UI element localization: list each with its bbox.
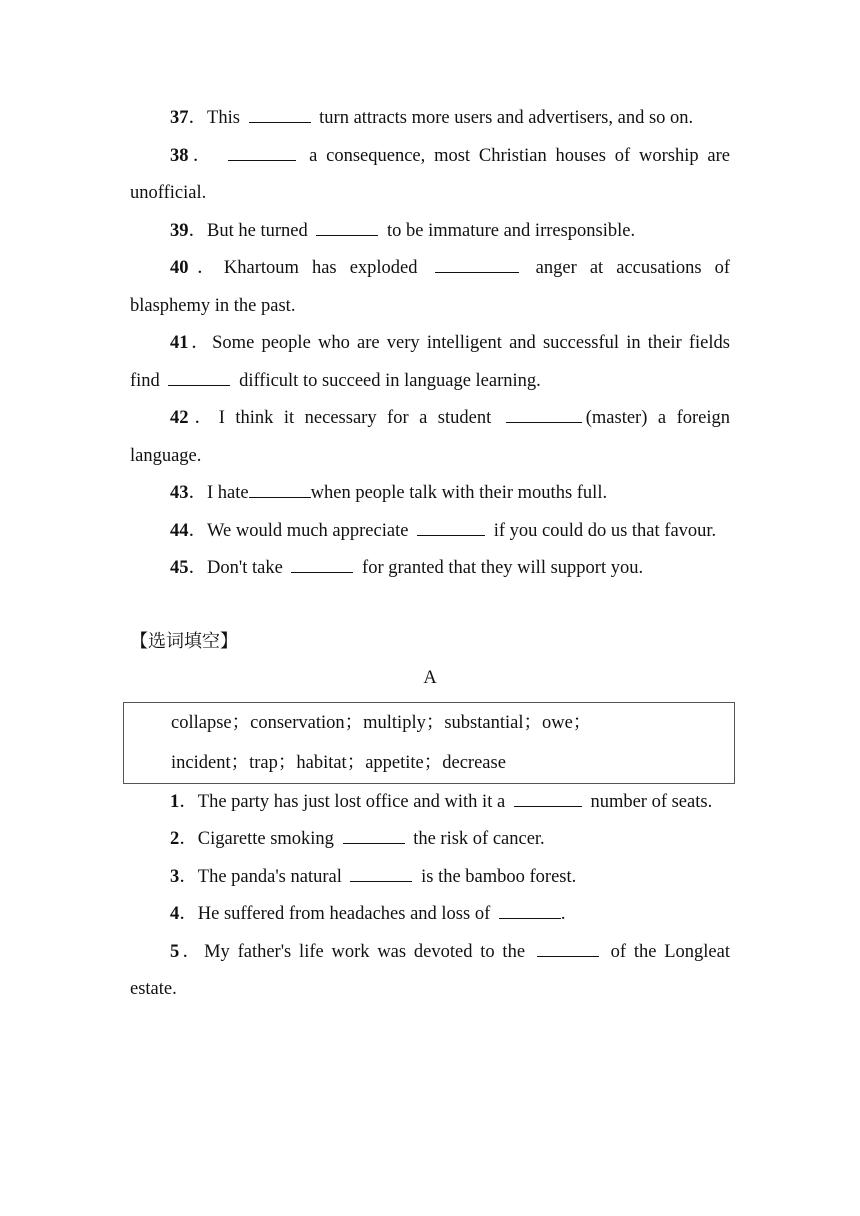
- word-bank-line: collapse；conservation；multiply；substantial；owe；: [171, 712, 592, 733]
- answer-blank[interactable]: [435, 253, 519, 273]
- question-41: 41．Some people who are very intelligent and successful in their fields find difficult to succeed in language learning.: [130, 333, 730, 391]
- question-text-after: the risk of cancer.: [413, 829, 545, 849]
- question-text-before: Cigarette smoking: [197, 829, 334, 849]
- question-text-after: if you could do us that favour.: [493, 520, 717, 541]
- question-text-before: Khartoum has exploded: [223, 258, 418, 278]
- question-number: 1: [170, 791, 180, 812]
- question-number: 45: [170, 558, 189, 578]
- question-45: 45．Don't take for granted that they will support you.: [130, 550, 730, 588]
- question-text-after: anger at accusations of blasphemy in the past.: [130, 258, 730, 316]
- question-text-after: difficult to succeed in language learning.: [239, 370, 541, 391]
- question-text-after: a consequence, most Christian houses of worship are unofficial.: [130, 145, 730, 203]
- question-number: 40: [170, 258, 189, 278]
- question-text-before: I think it necessary for a student: [218, 408, 492, 428]
- question-number: 5: [170, 941, 180, 962]
- question-text-before: I hate: [207, 483, 249, 503]
- section-title: 【选词填空】: [130, 630, 238, 652]
- question-number: 43: [170, 483, 189, 503]
- answer-blank[interactable]: [537, 936, 599, 956]
- question-text-after: is the bamboo forest.: [421, 866, 577, 887]
- answer-blank[interactable]: [514, 786, 582, 806]
- question-text-before: We would much appreciate: [207, 520, 409, 541]
- question-text-before: He suffered from headaches and loss of: [197, 904, 491, 924]
- question-number: 39: [170, 220, 189, 241]
- answer-blank[interactable]: [343, 824, 405, 844]
- question-44: 44．We would much appreciate if you could do us that favour.: [130, 513, 730, 551]
- question-text-after: when people talk with their mouths full.: [310, 483, 608, 503]
- question-number: 42: [170, 408, 189, 428]
- answer-blank[interactable]: [249, 103, 311, 123]
- question-39: 39．But he turned to be immature and irresponsible.: [130, 213, 730, 251]
- answer-blank[interactable]: [506, 403, 582, 423]
- question-number: 4: [170, 904, 180, 924]
- question-40: 40．Khartoum has exploded anger at accusations of blasphemy in the past.: [130, 250, 730, 325]
- question-text-after: of the Longleat estate.: [130, 941, 730, 999]
- question-text-before: This: [207, 108, 240, 128]
- worksheet-page: [130, 100, 730, 1009]
- question-3: 3．The panda's natural is the bamboo forest.: [130, 859, 730, 897]
- answer-blank[interactable]: [291, 553, 353, 573]
- section-subtitle: A: [423, 668, 437, 688]
- answer-blank[interactable]: [350, 861, 412, 881]
- question-4: 4．He suffered from headaches and loss of .: [130, 896, 730, 934]
- word-bank-box: [123, 702, 735, 784]
- question-text-before: Some people who are very intelligent and successful in their fields find: [130, 333, 730, 391]
- question-text-after: .: [560, 904, 566, 924]
- answer-blank[interactable]: [168, 365, 230, 385]
- answer-blank[interactable]: [228, 140, 296, 160]
- question-text-after: number of seats.: [590, 791, 713, 812]
- question-43: 43．I hate when people talk with their mouths full.: [130, 475, 730, 513]
- answer-blank[interactable]: [417, 515, 485, 535]
- question-number: 37: [170, 108, 189, 128]
- question-text-after: to be immature and irresponsible.: [386, 220, 636, 241]
- word-bank-line: incident；trap；habitat；appetite；decrease: [171, 752, 506, 773]
- question-text-before: Don't take: [207, 558, 283, 578]
- answer-blank[interactable]: [316, 215, 378, 235]
- question-5: 5．My father's life work was devoted to the of the Longleat estate.: [130, 934, 730, 1009]
- question-38: 38． a consequence, most Christian houses of worship are unofficial.: [130, 138, 730, 213]
- question-text-after: (master) a foreign language.: [130, 408, 730, 466]
- question-2: 2．Cigarette smoking the risk of cancer.: [130, 821, 730, 859]
- question-42: 42．I think it necessary for a student (master) a foreign language.: [130, 400, 730, 475]
- question-number: 3: [170, 866, 180, 887]
- question-text-after: for granted that they will support you.: [362, 558, 644, 578]
- question-text-before: My father's life work was devoted to the: [204, 941, 526, 962]
- question-text-before: The panda's natural: [197, 866, 342, 887]
- question-text-before: The party has just lost office and with it a: [197, 791, 506, 812]
- question-text-before: But he turned: [207, 220, 308, 241]
- question-1: 1．The party has just lost office and with it a number of seats.: [130, 784, 730, 822]
- question-number: 41: [170, 333, 189, 353]
- question-number: 38: [170, 145, 189, 166]
- answer-blank[interactable]: [249, 478, 311, 498]
- question-37: 37．This turn attracts more users and advertisers, and so on.: [130, 100, 730, 138]
- question-number: 44: [170, 520, 189, 541]
- answer-blank[interactable]: [499, 899, 561, 919]
- question-text-after: turn attracts more users and advertisers, and so on.: [319, 108, 694, 128]
- question-number: 2: [170, 829, 180, 849]
